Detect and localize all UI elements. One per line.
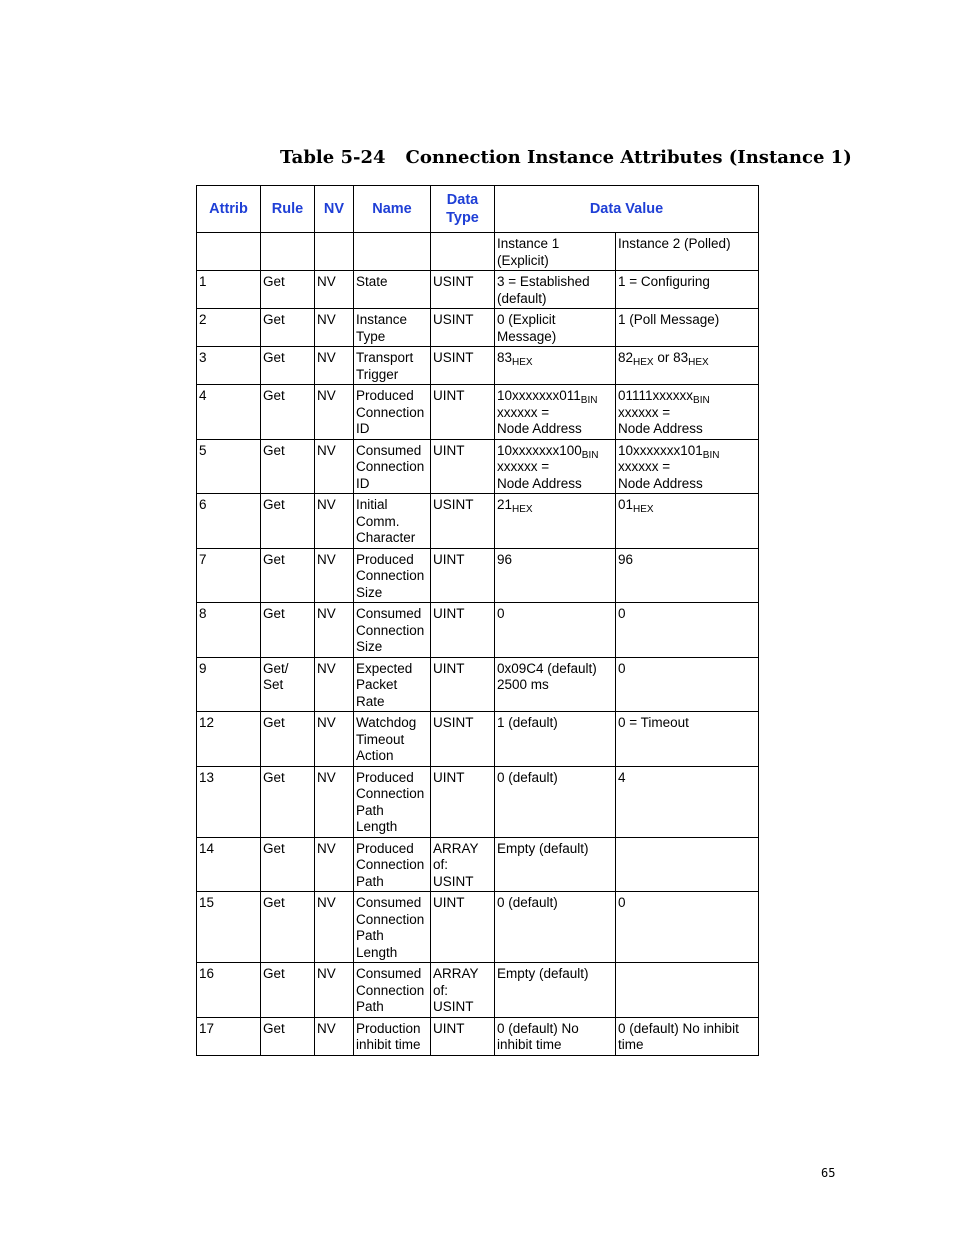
table-row [197,657,759,712]
header-name: Name [354,186,431,233]
nv-cell: NV [315,309,354,347]
type-cell: USINT [431,494,495,549]
name-cell: Consumed Connection Size [354,603,431,658]
header-rule: Rule [261,186,315,233]
header-attrib: Attrib [197,186,261,233]
value-instance-2-cell: $10xxxxxxx101_{BIN}$ xxxxxx = Node Address [616,439,759,494]
attrib-cell: 4 [197,385,261,440]
nv-cell: NV [315,657,354,712]
rule-cell: Get [261,347,315,385]
rule-cell: Get [261,892,315,963]
attrib-cell: 1 [197,271,261,309]
table-row [197,309,759,347]
type-cell: USINT [431,712,495,767]
rule-cell: Get [261,439,315,494]
type-cell: ARRAY of: USINT [431,963,495,1018]
connection-attributes-table [196,185,759,1056]
value-instance-1-cell: 96 [495,548,616,603]
value-instance-2-cell: 01111xxxxxx$_{BIN}$ xxxxxx = Node Address [616,385,759,440]
value-instance-1-cell: 0 (default) [495,892,616,963]
name-cell: Transport Trigger [354,347,431,385]
name-cell: Watchdog Timeout Action [354,712,431,767]
attrib-cell: 12 [197,712,261,767]
nv-cell: NV [315,892,354,963]
name-cell: Produced Connection Path [354,837,431,892]
rule-cell: Get [261,837,315,892]
value-instance-1-cell: Empty (default) [495,837,616,892]
table-row [197,766,759,837]
attrib-cell: 16 [197,963,261,1018]
value-instance-2-cell: 4 [616,766,759,837]
rule-cell: Get [261,548,315,603]
type-cell: USINT [431,309,495,347]
table-header-row [197,186,759,233]
name-cell: Consumed Connection Path Length [354,892,431,963]
header-data-value: Data Value [495,186,759,233]
nv-cell: NV [315,347,354,385]
table-row [197,494,759,549]
value-instance-1-cell: 0x09C4 (default) 2500 ms [495,657,616,712]
name-cell: Produced Connection Size [354,548,431,603]
name-cell: Instance Type [354,309,431,347]
nv-cell: NV [315,963,354,1018]
rule-cell: Get/ Set [261,657,315,712]
value-instance-2-cell: 1 (Poll Message) [616,309,759,347]
nv-cell: NV [315,439,354,494]
table-title: Connection Instance Attributes (Instance 1) [405,147,852,168]
type-cell: UINT [431,766,495,837]
rule-cell: Get [261,766,315,837]
nv-cell: NV [315,766,354,837]
name-cell: Produced Connection Path Length [354,766,431,837]
attrib-cell: 9 [197,657,261,712]
table-row [197,1017,759,1055]
value-instance-1-cell: 0 (default) [495,766,616,837]
name-cell: Initial Comm. Character [354,494,431,549]
nv-cell: NV [315,603,354,658]
nv-cell: NV [315,712,354,767]
value-instance-1-cell: $83_{HEX}$ [495,347,616,385]
value-instance-1-cell: $21_{HEX}$ [495,494,616,549]
table-row [197,385,759,440]
table-subheader-row [197,233,759,271]
attrib-cell: 3 [197,347,261,385]
type-cell: ARRAY of: USINT [431,837,495,892]
attrib-cell: 15 [197,892,261,963]
header-nv: NV [315,186,354,233]
rule-cell: Get [261,712,315,767]
value-instance-2-cell: 0 [616,603,759,658]
value-instance-1-cell: 0 [495,603,616,658]
value-instance-1-cell: 1 (default) [495,712,616,767]
type-cell: UINT [431,603,495,658]
name-cell: Consumed Connection ID [354,439,431,494]
page-number: 65 [821,1166,836,1180]
table-row [197,439,759,494]
attrib-cell: 8 [197,603,261,658]
table-row [197,963,759,1018]
value-instance-1-cell: 0 (Explicit Message) [495,309,616,347]
attrib-cell: 13 [197,766,261,837]
table-number: Table 5-24 [280,147,386,168]
name-cell: Production inhibit time [354,1017,431,1055]
type-cell: UINT [431,439,495,494]
attrib-cell: 14 [197,837,261,892]
value-instance-2-cell: $82_{HEX}$ or $83_{HEX}$ [616,347,759,385]
table-row [197,548,759,603]
value-instance-2-cell: 1 = Configuring [616,271,759,309]
value-instance-2-cell: 0 [616,657,759,712]
attrib-cell: 7 [197,548,261,603]
nv-cell: NV [315,837,354,892]
attrib-cell: 17 [197,1017,261,1055]
type-cell: UINT [431,548,495,603]
attrib-cell: 2 [197,309,261,347]
type-cell: UINT [431,892,495,963]
rule-cell: Get [261,1017,315,1055]
table-row [197,347,759,385]
table-row [197,892,759,963]
value-instance-1-cell: $10xxxxxxx011_{BIN}$ xxxxxx = Node Address [495,385,616,440]
value-instance-2-cell: 0 [616,892,759,963]
type-cell: USINT [431,347,495,385]
table-caption [280,147,852,168]
table-row [197,271,759,309]
value-instance-1-cell: $10xxxxxxx100_{BIN}$ xxxxxx = Node Address [495,439,616,494]
nv-cell: NV [315,1017,354,1055]
type-cell: UINT [431,657,495,712]
table-row [197,712,759,767]
value-instance-2-cell: 96 [616,548,759,603]
rule-cell: Get [261,309,315,347]
attrib-cell: 5 [197,439,261,494]
name-cell: Produced Connection ID [354,385,431,440]
nv-cell: NV [315,271,354,309]
name-cell: State [354,271,431,309]
type-cell: UINT [431,385,495,440]
nv-cell: NV [315,385,354,440]
value-instance-1-cell: 3 = Established (default) [495,271,616,309]
rule-cell: Get [261,385,315,440]
type-cell: USINT [431,271,495,309]
rule-cell: Get [261,494,315,549]
attrib-cell: 6 [197,494,261,549]
value-instance-2-cell [616,963,759,1018]
header-data-type: Data Type [431,186,495,233]
name-cell: Expected Packet Rate [354,657,431,712]
value-instance-2-cell [616,837,759,892]
value-instance-2-cell: 0 (default) No inhibit time [616,1017,759,1055]
rule-cell: Get [261,271,315,309]
rule-cell: Get [261,963,315,1018]
table-row [197,837,759,892]
value-instance-1-cell: 0 (default) No inhibit time [495,1017,616,1055]
type-cell: UINT [431,1017,495,1055]
table-row [197,603,759,658]
value-instance-2-cell: $01_{HEX}$ [616,494,759,549]
subheader-instance-1: Instance 1 (Explicit) [495,233,616,271]
subheader-instance-2: Instance 2 (Polled) [616,233,759,271]
value-instance-2-cell: 0 = Timeout [616,712,759,767]
name-cell: Consumed Connection Path [354,963,431,1018]
value-instance-1-cell: Empty (default) [495,963,616,1018]
nv-cell: NV [315,494,354,549]
rule-cell: Get [261,603,315,658]
nv-cell: NV [315,548,354,603]
